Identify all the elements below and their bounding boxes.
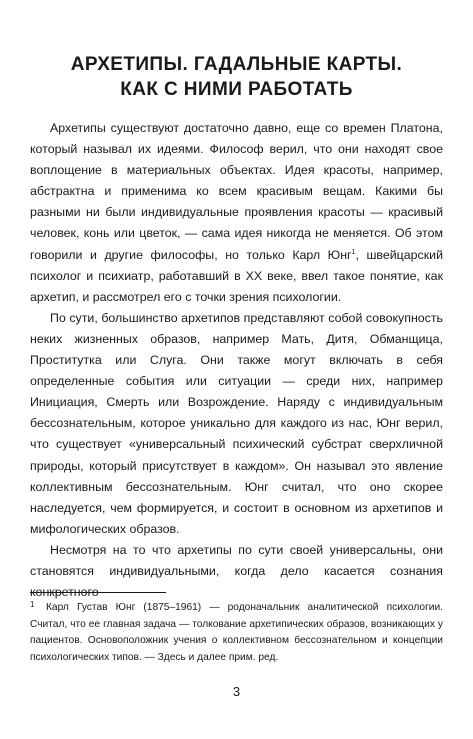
paragraph-1 xyxy=(30,118,443,308)
paragraph-3: Несмотря на то что архетипы по сути своей универсальны, они становятся индивидуальными, когда дело касается сознания конкретного xyxy=(30,542,443,600)
paragraph-1-text-b: , швейцарский психолог и психиатр, работавший в XX веке, ввел такое понятие, как архетип, и рассмотрел его с точки зрения психологии. xyxy=(30,247,443,304)
body-text xyxy=(30,118,443,603)
chapter-title xyxy=(30,52,443,102)
chapter-title-line-1: АРХЕТИПЫ. ГАДАЛЬНЫЕ КАРТЫ. xyxy=(70,54,403,75)
paragraph-2: По сути, большинство архетипов представляют собой совокупность неких жизненных образов, например Мать, Дитя, Обманщица, Проститутка или Слуга. Они также могут включать в себя определенные события или ситуации — среди них, например Инициация, Смерть или Возрождение. Наряду с индивидуальным бессознательным, которое уникально для каждого из нас, Юнг верил, что существует «универсальный психический субстрат сверхличной природы, который присутствует в каждом». Он называл это явление коллективным бессознательным. Юнг считал, что оно скорее наследуется, чем формируется, и состоит в основном из архетипов и мифологических образов. xyxy=(30,310,443,536)
footnote: 1 Карл Густав Юнг (1875–1961) — родоначальник аналитической психологии. Считал, что ее главная задача — толкование архетипических образов, возникающих у пациентов. Основоположник учения о коллективном бессознательном и концепции психологических типов. — Здесь и далее прим. ред. xyxy=(30,600,443,663)
page-number: 3 xyxy=(232,684,241,699)
paragraph-1-text-a: Архетипы существуют достаточно давно, еще со времен Платона, который называл их идеями. Философ верил, что они находят свое воплощение в материальных объектах. Идея красоты, например, абстрактна и применима ко всем красивым вещам. Какими бы разными ни были индивидуальные проявления красоты — красивый человек, конь или цветок, — сама идея никогда не меняется. Об этом говорили и другие философы, но только Карл Юнг xyxy=(30,121,443,262)
footnote-divider xyxy=(30,592,166,593)
chapter-title-line-2: КАК С НИМИ РАБОТАТЬ xyxy=(120,79,353,100)
footnote-text: Карл Густав Юнг (1875–1961) — родоначальник аналитической психологии. Считал, что ее главная задача — толкование архетипических образов, возникающих у пациентов. Основоположник учения о коллективном бессознательном и концепции психологических типов. — Здесь и далее прим. ред. xyxy=(30,602,443,663)
footnote-reference: 1 xyxy=(351,248,356,256)
